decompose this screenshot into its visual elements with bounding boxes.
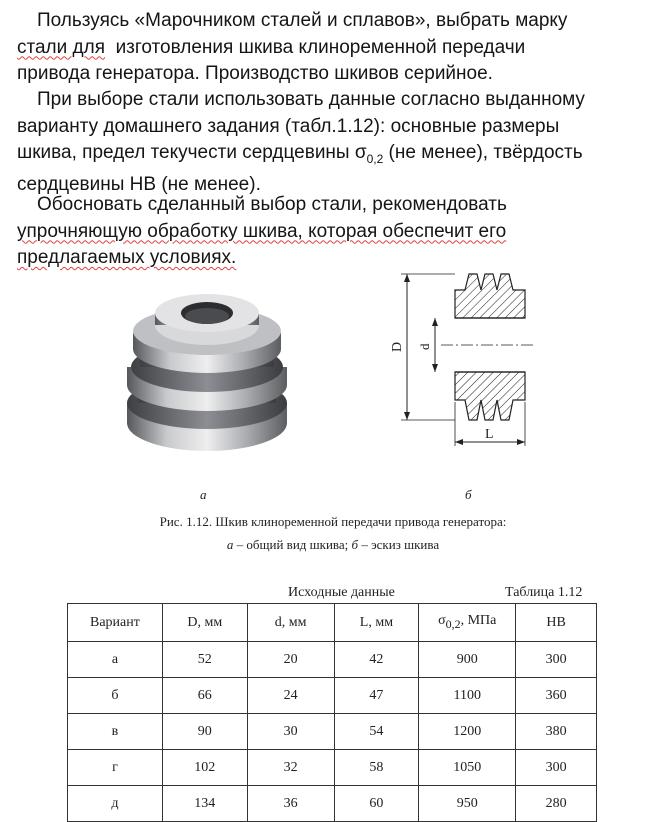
cell-sigma: 1050 bbox=[419, 750, 516, 786]
figure-caption: Рис. 1.12. Шкив клиноременной передачи привода генератора: bbox=[159, 514, 507, 529]
dim-d-label: d bbox=[417, 343, 432, 350]
cell-HB: 280 bbox=[516, 786, 597, 822]
figure-label-a: а bbox=[200, 487, 207, 502]
cell-d: 32 bbox=[247, 750, 334, 786]
paragraph-1-line-3: привода генератора. Производство шкивов серийное. bbox=[17, 63, 493, 84]
cell-HB: 300 bbox=[516, 750, 597, 786]
paragraph-3 bbox=[17, 192, 657, 272]
cell-D: 52 bbox=[162, 642, 247, 678]
header-D: D, мм bbox=[162, 604, 247, 642]
cell-HB: 300 bbox=[516, 642, 597, 678]
cell-L: 42 bbox=[334, 642, 419, 678]
header-d: d, мм bbox=[247, 604, 334, 642]
cell-d: 30 bbox=[247, 714, 334, 750]
header-L: L, мм bbox=[334, 604, 419, 642]
paragraph-2-line-4: сердцевины HB (не менее). bbox=[17, 174, 261, 196]
cell-d: 20 bbox=[247, 642, 334, 678]
cell-HB: 360 bbox=[516, 678, 597, 714]
table-row bbox=[68, 750, 597, 786]
table-title: Исходные данные bbox=[288, 585, 395, 600]
cell-sigma: 1100 bbox=[419, 678, 516, 714]
paragraph-3-line-2: упрочняющую обработку шкива, которая обеспечит его bbox=[17, 220, 507, 242]
cell-d: 24 bbox=[247, 678, 334, 714]
paragraph-2-line-2: варианту домашнего задания (табл.1.12): основные размеры bbox=[17, 115, 560, 137]
dim-D-label: D bbox=[390, 341, 405, 352]
paragraph-2 bbox=[17, 87, 657, 199]
cell-variant: в bbox=[68, 714, 163, 750]
cell-D: 90 bbox=[162, 714, 247, 750]
header-HB: HB bbox=[516, 604, 597, 642]
paragraph-1 bbox=[17, 8, 657, 88]
cell-D: 102 bbox=[162, 750, 247, 786]
table-row bbox=[68, 714, 597, 750]
table-number: Таблица 1.12 bbox=[505, 585, 583, 600]
cell-L: 54 bbox=[334, 714, 419, 750]
table-row bbox=[68, 678, 597, 714]
data-table bbox=[67, 603, 597, 822]
cell-L: 58 bbox=[334, 750, 419, 786]
paragraph-2-line-1: При выборе стали использовать данные согласно выданному bbox=[37, 89, 585, 110]
paragraph-1-line-1: Пользуясь «Марочником сталей и сплавов», выбрать марку bbox=[37, 10, 568, 31]
cell-HB: 380 bbox=[516, 714, 597, 750]
dim-L-label: L bbox=[485, 427, 494, 442]
cell-D: 134 bbox=[162, 786, 247, 822]
table-header-row bbox=[68, 604, 597, 642]
cell-sigma: 1200 bbox=[419, 714, 516, 750]
cell-variant: д bbox=[68, 786, 163, 822]
pulley-sketch bbox=[385, 268, 545, 458]
paragraph-2-line-3: шкива, предел текучести сердцевины $\sigma_{0,2}$ (не менее), твёрдость bbox=[17, 142, 583, 166]
table-row bbox=[68, 786, 597, 822]
cell-variant: а bbox=[68, 642, 163, 678]
cell-d: 36 bbox=[247, 786, 334, 822]
cell-L: 47 bbox=[334, 678, 419, 714]
paragraph-1-line-2: стали для изготовления шкива клиноременной передачи bbox=[17, 36, 526, 58]
cell-D: 66 bbox=[162, 678, 247, 714]
cell-sigma: 900 bbox=[419, 642, 516, 678]
table-row bbox=[68, 642, 597, 678]
cell-sigma: 950 bbox=[419, 786, 516, 822]
cell-variant: б bbox=[68, 678, 163, 714]
cell-variant: г bbox=[68, 750, 163, 786]
cell-L: 60 bbox=[334, 786, 419, 822]
figure-label-b: б bbox=[465, 487, 472, 502]
pulley-photo bbox=[120, 285, 295, 465]
header-variant: Вариант bbox=[68, 604, 163, 642]
figure-caption-legend: а – общий вид шкива; б – эскиз шкива bbox=[226, 537, 440, 552]
header-sigma: $\sigma_{0,2}$, МПа bbox=[419, 604, 516, 642]
paragraph-3-line-3: предлагаемых условиях. bbox=[17, 247, 237, 268]
paragraph-3-line-1: Обосновать сделанный выбор стали, рекомендовать bbox=[37, 194, 507, 215]
